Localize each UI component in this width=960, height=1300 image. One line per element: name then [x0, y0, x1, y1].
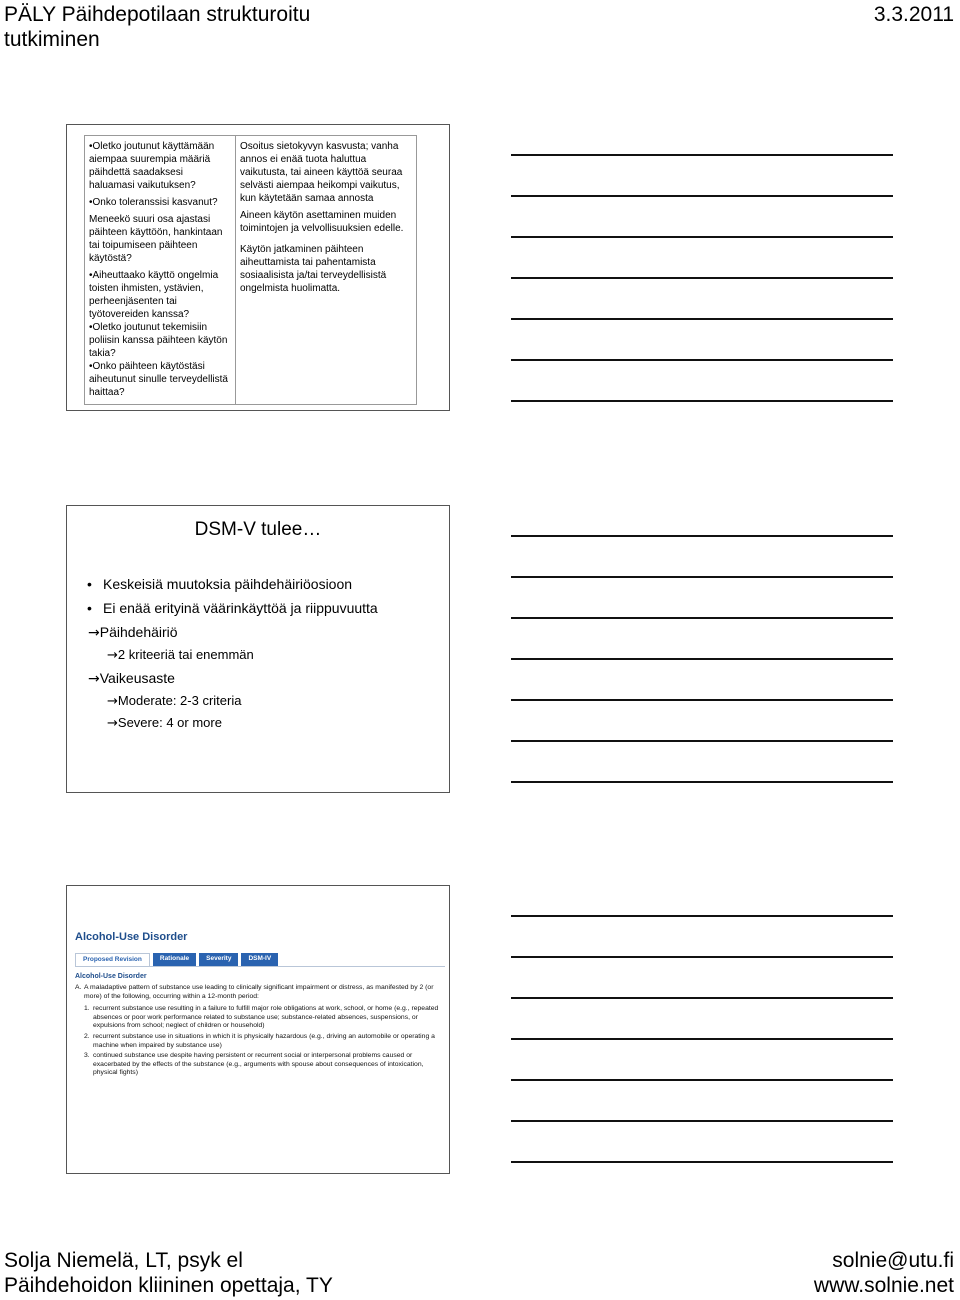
screenshot-tabs [75, 953, 445, 967]
arrow-right-icon: → [88, 671, 100, 687]
tab-dsm-iv[interactable]: DSM-IV [241, 953, 278, 966]
tab-severity[interactable]: Severity [199, 953, 238, 966]
dsm-screenshot [75, 931, 445, 1078]
footer-role: Päihdehoidon kliininen opettaja, TY [4, 1274, 333, 1297]
note-line [511, 1038, 893, 1040]
note-line [511, 277, 893, 279]
note-line [511, 535, 893, 537]
bullet-item [87, 572, 378, 596]
list-item [84, 1052, 445, 1078]
table-column-questions [85, 136, 236, 404]
question-item: •Onko toleranssisi kasvanut? [89, 197, 218, 208]
arrow-item [87, 620, 378, 644]
criterion-block [75, 984, 445, 1078]
slide-3 [66, 885, 450, 1174]
arrow-subitem [87, 690, 378, 712]
tab-rationale[interactable]: Rationale [153, 953, 196, 966]
criterion-item: Käytön jatkaminen päihteen aiheuttamista tai pahentamista sosiaalisista ja/tai terveydellisistä ongelmista huolimatta. [240, 244, 387, 294]
arrow-right-icon: → [107, 648, 118, 663]
note-line [511, 617, 893, 619]
question-item: •Onko päihteen käytöstäsi aiheutunut sinulle terveydellistä haittaa? [89, 361, 228, 398]
note-line [511, 699, 893, 701]
arrow-right-icon: → [107, 694, 118, 709]
arrow-text: Päihdehäiriö [99, 624, 178, 640]
list-item [84, 1033, 445, 1050]
tab-proposed-revision[interactable]: Proposed Revision [75, 953, 150, 966]
note-line [511, 1120, 893, 1122]
item-number: 3. [84, 1052, 90, 1060]
slide-body [87, 572, 378, 734]
criterion-item: Aineen käytön asettaminen muiden toimintojen ja velvollisuuksien edelle. [240, 210, 404, 234]
header-date: 3.3.2011 [873, 3, 954, 26]
note-line [511, 400, 893, 402]
slide-title: DSM-V tulee… [194, 519, 322, 540]
header-title-line1: PÄLY Päihdepotilaan strukturoitu [4, 3, 311, 26]
note-line [511, 1161, 893, 1163]
item-number: 1. [84, 1005, 90, 1013]
list-item [84, 1005, 445, 1031]
item-text: continued substance use despite having persistent or recurrent social or interpersonal problems caused or exacerbated by the effects of the substance (e.g., arguments with spouse about consequences of intoxication, physical fights) [93, 1052, 424, 1077]
criterion-list [75, 1005, 445, 1078]
footer-contact [814, 1248, 954, 1298]
question-item: •Oletko joutunut tekemisiin poliisin kanssa päihteen käytön takia? [89, 322, 228, 359]
arrow-subtext: Moderate: 2-3 criteria [117, 693, 242, 708]
note-line [511, 956, 893, 958]
header-title-line2: tutkiminen [4, 28, 100, 51]
footer-email[interactable]: solnie@utu.fi [832, 1249, 954, 1272]
arrow-subtext: Severe: 4 or more [117, 715, 222, 730]
bullet-icon: • [87, 600, 92, 616]
arrow-subitem [87, 712, 378, 734]
slide-2 [66, 505, 450, 793]
note-line [511, 1079, 893, 1081]
arrow-item [87, 666, 378, 690]
slide-1 [66, 124, 450, 411]
arrow-right-icon: → [107, 716, 118, 731]
note-line [511, 359, 893, 361]
note-line [511, 576, 893, 578]
note-line [511, 997, 893, 999]
bullet-item [87, 596, 378, 620]
question-item: •Oletko joutunut käyttämään aiempaa suurempia määriä päihdettä saadaksesi haluamasi vaikutuksen? [89, 141, 215, 191]
criterion-text: A maladaptive pattern of substance use leading to clinically significant impairment or distress, as manifested by 2 (or more) of the following, occurring within a 12-month period: [84, 984, 434, 1000]
note-line [511, 236, 893, 238]
note-line [511, 781, 893, 783]
criteria-table [84, 135, 417, 405]
note-line [511, 658, 893, 660]
footer-name: Solja Niemelä, LT, psyk el [4, 1249, 243, 1272]
arrow-text: Vaikeusaste [99, 670, 175, 686]
footer-web[interactable]: www.solnie.net [813, 1274, 954, 1297]
question-item: Meneekö suuri osa ajastasi päihteen käyttöön, hankintaan tai toipumiseen päihteen käytöstä? [89, 214, 223, 264]
criterion-item: Osoitus sietokyvyn kasvusta; vanha annos ei enää tuota haluttua vaikutusta, tai aineen käyttöä seuraa selvästi aiempaa heikompi vaikutus, kun käytetään samaa annosta [240, 141, 403, 204]
footer-author [4, 1248, 333, 1298]
question-item: •Aiheuttaako käyttö ongelmia toisten ihmisten, ystävien, perheenjäsenten tai työtovereiden kanssa? [89, 270, 219, 320]
arrow-right-icon: → [88, 625, 100, 641]
bullet-icon: • [87, 576, 92, 592]
note-line [511, 915, 893, 917]
criterion-letter: A. [75, 984, 82, 991]
item-number: 2. [84, 1032, 90, 1040]
note-line [511, 154, 893, 156]
note-line [511, 318, 893, 320]
arrow-subtext: 2 kriteeriä tai enemmän [117, 647, 254, 662]
page-header-title [4, 2, 310, 52]
criterion-a [75, 984, 445, 1001]
note-line [511, 195, 893, 197]
screenshot-subtitle: Alcohol-Use Disorder [75, 973, 147, 980]
arrow-subitem [87, 644, 378, 666]
bullet-text: Ei enää erityinä väärinkäyttöä ja riippuvuutta [103, 600, 378, 616]
item-text: recurrent substance use resulting in a failure to fulfill major role obligations at work, school, or home (e.g., repeated absences or poor work performance related to substance use; substance-related absences, suspensions, or expulsions from school; neglect of children or household) [93, 1005, 439, 1030]
bullet-text: Keskeisiä muutoksia päihdehäiriöosioon [103, 576, 353, 592]
item-text: recurrent substance use in situations in which it is physically hazardous (e.g., driving an automobile or operating a machine when impaired by substance use) [93, 1032, 435, 1049]
table-column-criteria [236, 136, 416, 404]
screenshot-title: Alcohol-Use Disorder [75, 931, 188, 943]
note-line [511, 740, 893, 742]
